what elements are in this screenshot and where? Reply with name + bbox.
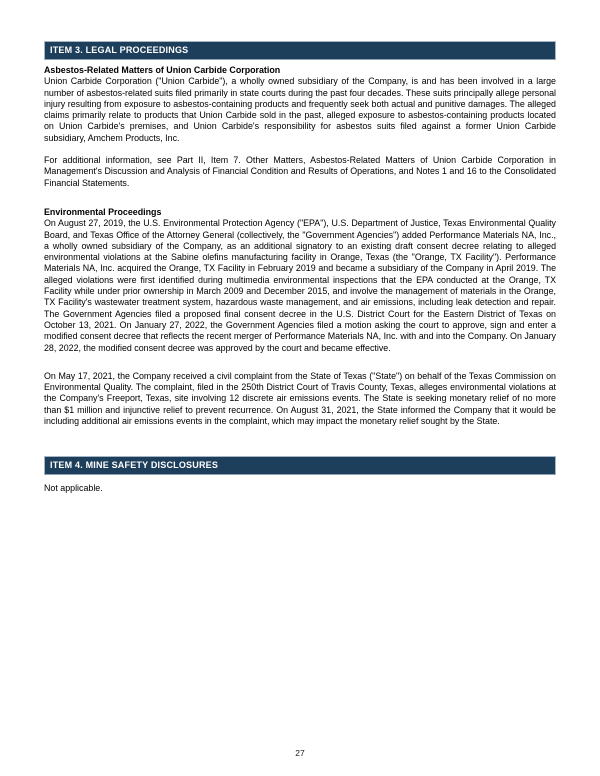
section-banner-item3-legal-proceedings: ITEM 3. LEGAL PROCEEDINGS (44, 41, 556, 60)
paragraph-texas-civil-complaint: On May 17, 2021, the Company received a civil complaint from the State of Texas ("State") on behalf of the Texas Commission on Environmental Quality. The complaint, filed in the 250th District Court of Travis County, Texas, alleges environmental violations at the Company's Freeport, Texas, site involving 12 discrete air emissions events. The State is seeking monetary relief of no more than $1 million and injunctive relief to prevent recurrence. On August 31, 2021, the State informed the Company that it would be including additional air emissions events in the complaint, which may impact the monetary relief sought by the State. (44, 370, 556, 427)
subsection-heading-environmental-proceedings: Environmental Proceedings (44, 206, 162, 217)
paragraph-epa-consent-decree: On August 27, 2019, the U.S. Environmental Protection Agency ("EPA"), U.S. Department of Justice, Texas Environmental Quality Board, and Texas Office of the Attorney General (collectively, the "Government Agencies") added Performance Materials NA, Inc., a wholly owned subsidiary of the Company, as an additional signatory to an existing draft consent decree relating to alleged environmental violations at the Sabine olefins manufacturing facility in Orange, Texas (the "Orange, TX Facility"). Performance Materials NA, Inc. acquired the Orange, TX Facility in February 2019 and became a subsidiary of the Company in April 2019. The alleged violations were first identified during multimedia environmental inspections that the EPA conducted at the Orange, TX Facility while under prior ownership in March 2009 and December 2015, and involve the management of materials in the Orange, TX Facility's wastewater treatment system, hazardous waste management, and air emissions, including leak detection and repair. The Government Agencies filed a proposed final consent decree in the U.S. District Court for the Eastern District of Texas on October 13, 2021. On January 27, 2022, the Government Agencies filed a motion asking the court to approve, sign and enter a modified consent decree that reflects the recent merger of Performance Materials NA, Inc. with and into the Company. On January 28, 2022, the modified consent decree was approved by the court and became effective. (44, 218, 556, 353)
subsection-asbestos-matters (44, 65, 556, 189)
paragraph-asbestos-overview: Union Carbide Corporation ("Union Carbide"), a wholly owned subsidiary of the Company, is and has been involved in a large number of asbestos-related suits filed primarily in state courts during the past four decades. These suits principally allege personal injury resulting from exposure to asbestos-containing products and frequently seek both actual and punitive damages. The alleged claims primarily relate to products that Union Carbide sold in the past, alleged exposure to asbestos-containing products located on Union Carbide's premises, and Union Carbide's responsibility for asbestos suits filed against a former Union Carbide subsidiary, Amchem Products, Inc. (44, 76, 556, 143)
section-banner-item4-mine-safety: ITEM 4. MINE SAFETY DISCLOSURES (44, 456, 556, 475)
page-number: 27 (295, 748, 305, 758)
paragraph-asbestos-additional-info: For additional information, see Part II, Item 7. Other Matters, Asbestos-Related Matters of Union Carbide Corporation in Management's Discussion and Analysis of Financial Condition and Results of Operations, and Notes 1 and 16 to the Consolidated Financial Statements. (44, 155, 556, 188)
subsection-environmental-proceedings (44, 207, 556, 427)
subsection-heading-asbestos-related-matters: Asbestos-Related Matters of Union Carbide Corporation (44, 65, 281, 75)
paragraph-not-applicable: Not applicable. (44, 483, 103, 494)
